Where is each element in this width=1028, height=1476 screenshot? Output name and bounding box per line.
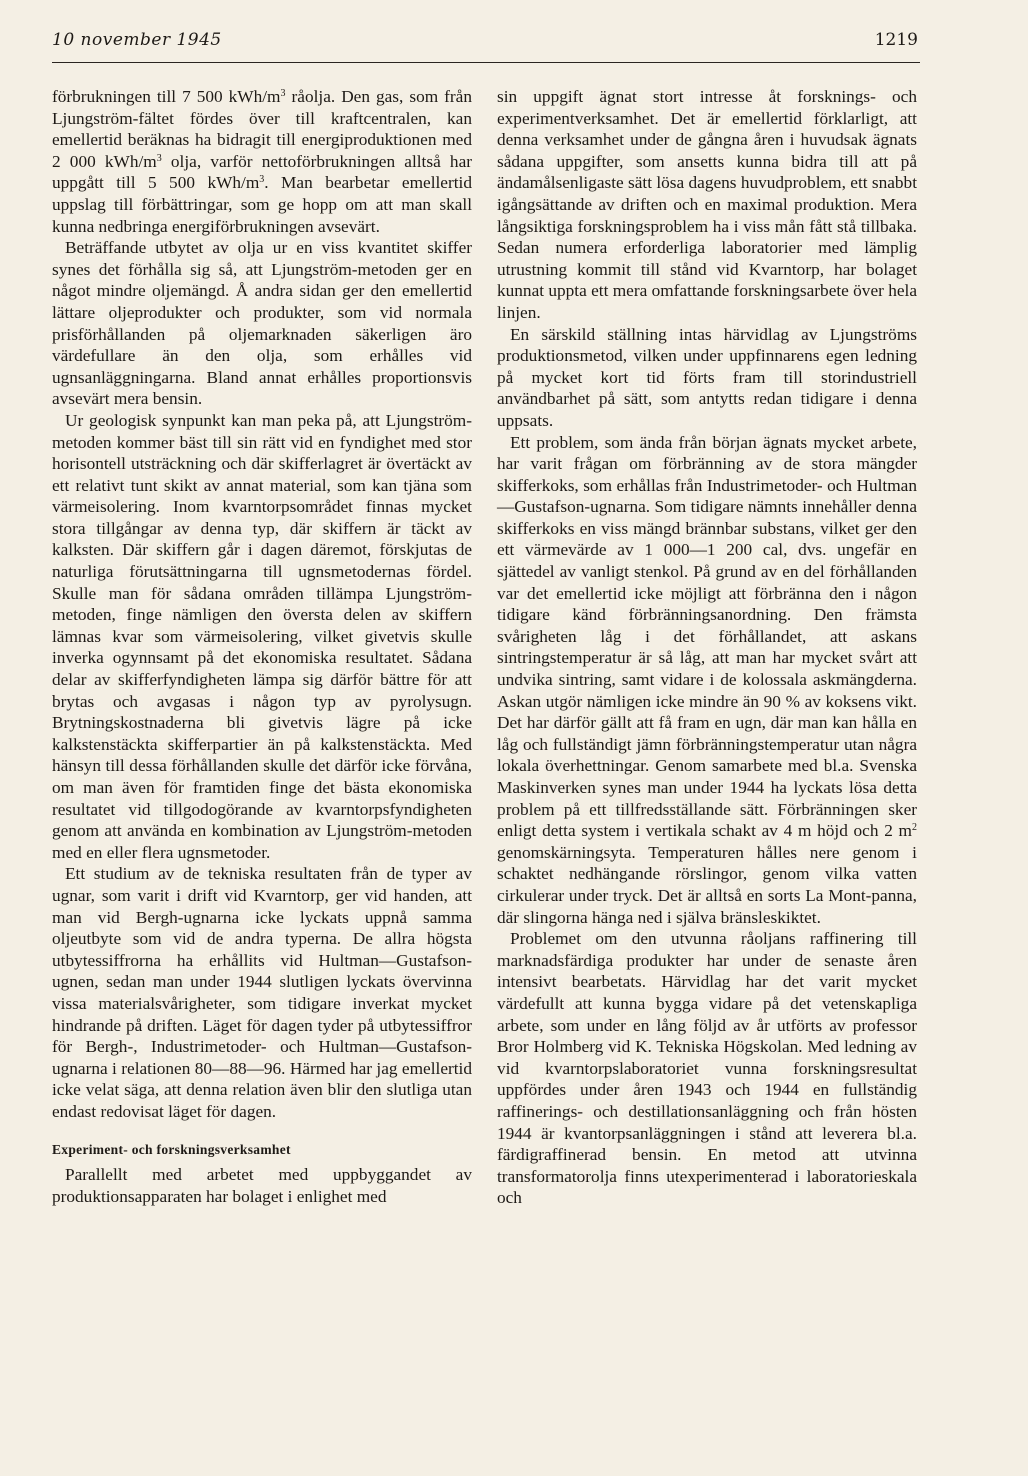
- paragraph: sin uppgift ägnat stort intresse åt forsknings- och experimentverksamhet. Det är emellertid förklarligt, att denna verksamhet under de gångna åren i huvudsak ägnats sådana uppgifter, som ansetts kunna bidra till att på ändamålsenligaste sätt lösa dagens huvudproblem, ett snabbt igångsättande av driften och en maximal produktion. Mera långsiktiga forskningsproblem ha i viss mån fått stå tillbaka. Sedan numera erforderliga laboratorier med lämplig utrustning kommit till stånd vid Kvarntorp, har bolaget kunnat uppta ett mera omfattande forskningsarbete över hela linjen.: [497, 87, 917, 322]
- paragraph: Beträffande utbytet av olja ur en viss kvantitet skiffer synes det förhålla sig så, att Ljungström-metoden ger en något mindre oljemängd. Å andra sidan ger den emellertid lättare oljeprodukter och produkter, som vid normala prisförhållanden på oljemarknaden säkerligen äro värdefullare än den olja, som erhålles vid ugnsanläggningarna. Bland annat erhålles proportionsvis avsevärt mera bensin.: [52, 238, 472, 409]
- text-run: genomskärningsyta. Temperaturen hålles nere genom i schaktet nedhängande rörslingor, genom vilka vatten cirkulerar under tryck. Det är alltså en sorts La Mont-panna, där slingorna hänga ned i själva bränsleskiktet.: [497, 842, 917, 927]
- superscript: 3: [259, 174, 265, 186]
- left-column: [52, 86, 472, 1207]
- text-run: . Man bearbetar emellertid uppslag till förbättringar, som ge hopp om att man skall kunna nedbringa energiförbrukningen avsevärt.: [52, 173, 472, 236]
- paragraph: Ur geologisk synpunkt kan man peka på, att Ljungström-metoden kommer bäst till sin rätt vid en fyndighet med stor horisontell utsträckning och där skifferlagret är övertäckt av ett relativt tunt skikt av annat material, som kan tjäna som värmeisolering. Inom kvarntorpsområdet finnas mycket stora tillgångar av denna typ, där skiffern är täckt av kalksten. Där skiffern går i dagen däremot, förskjutas de naturliga förutsättningarna till ugnsmetodernas fördel. Skulle man för sådana områden tillämpa Ljungström-metoden, finge nämligen den översta delen av skiffern lämnas kvar som värmeisolering, vilket givetvis skulle inverka ogynnsamt på det ekonomiska resultatet. Sådana delar av skifferfyndigheten lämpa sig därför bättre för att brytas och avgasas i någon typ av pyrolysugn. Brytningskostnaderna bli givetvis lägre på icke kalkstenstäckta skifferpartier än på kalkstenstäckta. Med hänsyn till dessa förhållanden skulle det därför icke förvåna, om man även för framtiden finge det bästa ekonomiska resultatet vid tillgodogörande av kvarntorpsfyndigheten genom att använda en kombination av Ljungström-metoden med en eller flera ugnsmetoder.: [52, 410, 472, 862]
- text-run: olja, varför nettoförbrukningen alltså har uppgått till 5 500 kWh/m: [52, 151, 472, 193]
- paragraph: [52, 86, 472, 237]
- text-run: förbrukningen till 7 500 kWh/m: [52, 87, 281, 106]
- paragraph: Parallellt med arbetet med uppbyggandet av produktionsapparaten har bolaget i enlighet med: [52, 1165, 472, 1206]
- paragraph: Problemet om den utvunna råoljans raffinering till marknadsfärdiga produkter har under de senaste åren intensivt bearbetats. Härvidlag har det varit mycket värdefullt att kunna bygga vidare på det vetenskapliga arbete, som under en lång följd av år utförts av professor Bror Holmberg vid K. Tekniska Högskolan. Med ledning av vid kvarntorpslaboratoriet vunna forskningsresultat uppfördes under åren 1943 och 1944 en fullständig raffinerings- och destillationsanläggning och från hösten 1944 är kvantorpsanläggningen i stånd att leverera bl.a. färdigraffinerad bensin. En metod att utvinna transformatorolja finns utexperimenterad i laboratorieskala och: [497, 929, 917, 1208]
- text-run: råolja. Den gas, som från Ljungström-fältet fördes över till kraftcentralen, kan emellertid beräknas ha bidragit till energiproduktionen med 2 000 kWh/m: [52, 87, 472, 171]
- header-rule: [52, 62, 920, 63]
- paragraph: Ett studium av de tekniska resultaten från de typer av ugnar, som varit i drift vid Kvarntorp, ger vid handen, att man vid Bergh-ugnarna icke lyckats uppnå samma oljeutbyte som vid de andra typerna. De allra högsta utbytessiffrorna ha erhållits vid Hultman—Gustafson-ugnen, sedan man under 1944 slutligen lyckats övervinna vissa materialsvårigheter, som tidigare inverkat mycket hindrande på driften. Läget för dagen tyder på utbytessiffror för Bergh-, Industrimetoder- och Hultman—Gustafson-ugnarna i relationen 80—88—96. Härmed har jag emellertid icke velat säga, att denna relation även blir den slutliga utan endast redovisat läget för dagen.: [52, 864, 472, 1121]
- superscript: 2: [912, 822, 917, 834]
- paragraph: [497, 432, 917, 929]
- paragraph: En särskild ställning intas härvidlag av Ljungströms produktionsmetod, vilken under uppfinnarens egen ledning på mycket kort tid förts fram till storindustriell användbarhet på sätt, som antytts redan tidigare i denna uppsats.: [497, 324, 917, 430]
- running-header-date: 10 november 1945: [52, 30, 222, 50]
- section-heading: Experiment- och forskningsverksamhet: [52, 1141, 291, 1157]
- superscript: 3: [156, 152, 162, 164]
- text-run: Ett problem, som ända från början ägnats mycket arbete, har varit frågan om förbränning av de stora mängder skifferkoks, som erhållas från Industrimetoder- och Hultman—Gustafson-ugnarna. Som tidigare nämnts innehåller denna skifferkoks en viss mängd brännbar substans, vilket ger den ett värmevärde av 1 000—1 200 cal, dvs. ungefär en sjättedel av vanligt stenkol. På grund av en del förhållanden var det emellertid icke möjligt att förbränna den i någon tidigare känd förbränningsanordning. Den främsta svårigheten låg i det förhållandet, att askans sintringstemperatur är så låg, att man har mycket svårt att undvika sintring, samt vidare i de kolossala askmängderna. Askan utgör nämligen icke mindre än 90 % av koksens vikt. Det har därför gällt att få fram en ugn, där man kan hålla en låg och fullständigt jämn förbränningstemperatur utan några lokala överhettningar. Genom samarbete med bl.a. Svenska Maskinverken synes man under 1944 ha lyckats lösa detta problem på ett tillfredsställande sätt. Förbränningen sker enligt detta system i vertikala schakt av 4 m höjd och 2 m: [497, 432, 917, 841]
- right-column: [497, 86, 917, 1209]
- superscript: 3: [280, 88, 286, 99]
- page-number: 1219: [874, 30, 918, 50]
